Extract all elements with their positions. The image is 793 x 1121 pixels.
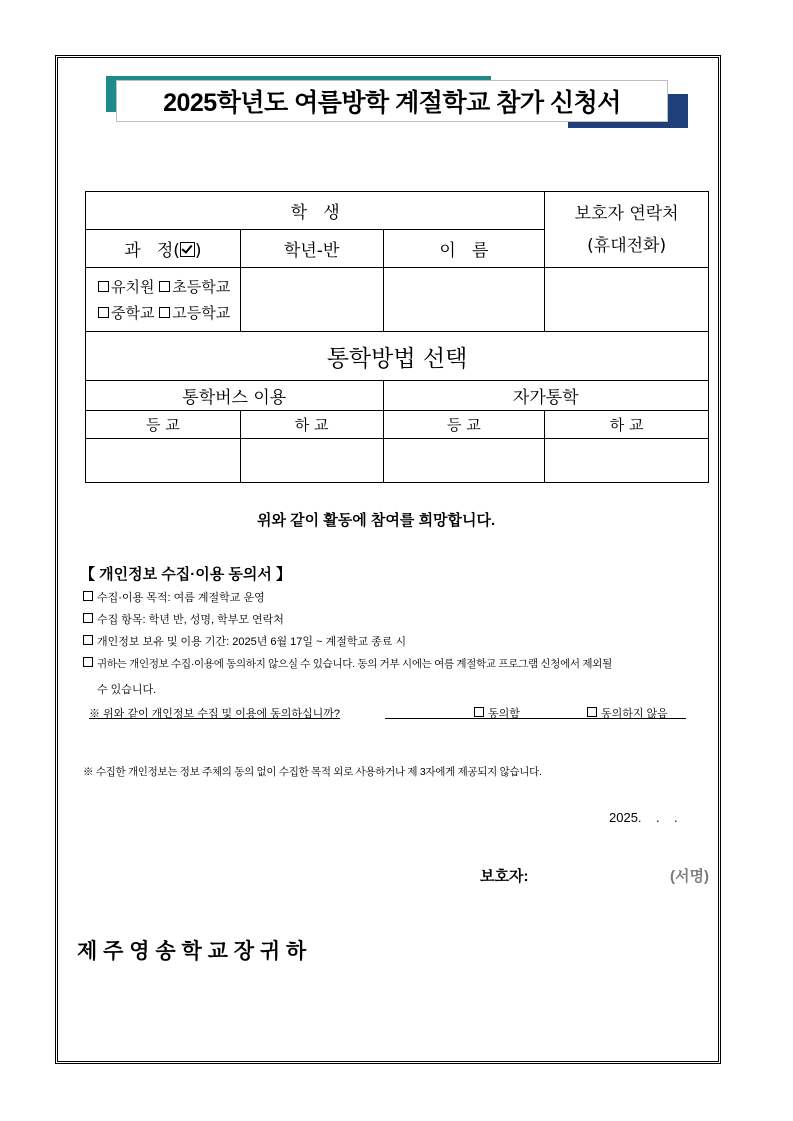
checked-box-icon: [180, 242, 195, 257]
privacy-item-text: 귀하는 개인정보 수집·이용에 동의하지 않으실 수 있습니다. 동의 거부 시에는 여름 계절학교 프로그램 신청에서 제외될: [97, 658, 612, 670]
self-commute-header: 자가통학: [383, 381, 709, 411]
bullet-box-icon: [83, 635, 93, 645]
page-title: 2025학년도 여름방학 계절학교 참가 신청서: [116, 80, 668, 122]
bus-arrive-field[interactable]: [86, 439, 241, 483]
course-option-elementary: 초등학교: [172, 277, 231, 296]
course-option-high: 고등학교: [172, 303, 231, 322]
bullet-box-icon: [83, 613, 93, 623]
student-header: 학 생: [86, 192, 545, 230]
privacy-item-text: 수집·이용 목적: 여름 계절학교 운영: [97, 592, 265, 604]
course-option-kindergarten: 유치원: [111, 277, 155, 296]
self-leave-header: 하 교: [545, 411, 709, 439]
bullet-box-icon: [83, 591, 93, 601]
privacy-item-refusal: [83, 656, 612, 671]
guardian-label: 보호자:: [480, 868, 529, 885]
commute-title: 통학방법 선택: [86, 332, 709, 381]
privacy-notice: ※ 수집한 개인정보는 정보 주체의 동의 없이 수집한 목적 외로 사용하거나 제 3자에게 제공되지 않습니다.: [83, 766, 542, 778]
title-banner: [102, 76, 688, 128]
guardian-contact-line1: 보호자 연락처: [574, 203, 679, 224]
application-table: [85, 191, 709, 483]
hope-text: 위와 같이 활동에 참여를 희망합니다.: [257, 512, 496, 529]
bus-header: 통학버스 이용: [86, 381, 384, 411]
course-option-middle: 중학교: [111, 303, 155, 322]
course-header: 과 정( ): [86, 230, 241, 268]
checkbox-elementary[interactable]: [159, 281, 170, 292]
consent-disagree-option[interactable]: [587, 705, 668, 721]
checkbox-high[interactable]: [159, 307, 170, 318]
privacy-item-purpose: [83, 589, 265, 605]
privacy-item-period: [83, 633, 406, 649]
disagree-label: 동의하지 않음: [601, 708, 668, 720]
self-arrive-header: 등 교: [383, 411, 545, 439]
privacy-item-refusal-cont: 수 있습니다.: [97, 684, 157, 696]
checkbox-middle[interactable]: [98, 307, 109, 318]
bus-arrive-header: 등 교: [86, 411, 241, 439]
checkbox-agree[interactable]: [474, 707, 484, 717]
guardian-contact-header: [545, 192, 709, 268]
course-label: 과 정: [124, 241, 174, 261]
grade-class-field[interactable]: [240, 268, 383, 332]
checkbox-kindergarten[interactable]: [98, 281, 109, 292]
signature-label: (서명): [670, 868, 709, 885]
bus-leave-field[interactable]: [240, 439, 383, 483]
name-field[interactable]: [383, 268, 545, 332]
privacy-item-text: 개인정보 보유 및 이용 기간: 2025년 6월 17일 ~ 계절학교 종료 시: [97, 636, 407, 648]
bus-leave-header: 하 교: [240, 411, 383, 439]
bullet-box-icon: [83, 657, 93, 667]
guardian-contact-line2: (휴대전화): [587, 235, 667, 256]
privacy-item-text: 수집 항목: 학년 반, 성명, 학부모 연락처: [97, 614, 284, 626]
consent-question: ※ 위와 같이 개인정보 수집 및 이용에 동의하십니까?: [89, 708, 341, 720]
guardian-phone-field[interactable]: [545, 268, 709, 332]
grade-class-header: 학년-반: [240, 230, 383, 268]
addressee: 제 주 영 송 학 교 장 귀 하: [77, 940, 307, 963]
consent-agree-option[interactable]: [474, 705, 520, 721]
agree-label: 동의함: [488, 708, 520, 720]
privacy-item-fields: [83, 611, 284, 627]
name-header: 이 름: [383, 230, 545, 268]
privacy-heading: 【 개인정보 수집·이용 동의서 】: [80, 566, 292, 583]
checkbox-disagree[interactable]: [587, 707, 597, 717]
application-date: 2025. . .: [609, 810, 678, 825]
self-arrive-field[interactable]: [383, 439, 545, 483]
course-options: [86, 268, 241, 332]
self-leave-field[interactable]: [545, 439, 709, 483]
